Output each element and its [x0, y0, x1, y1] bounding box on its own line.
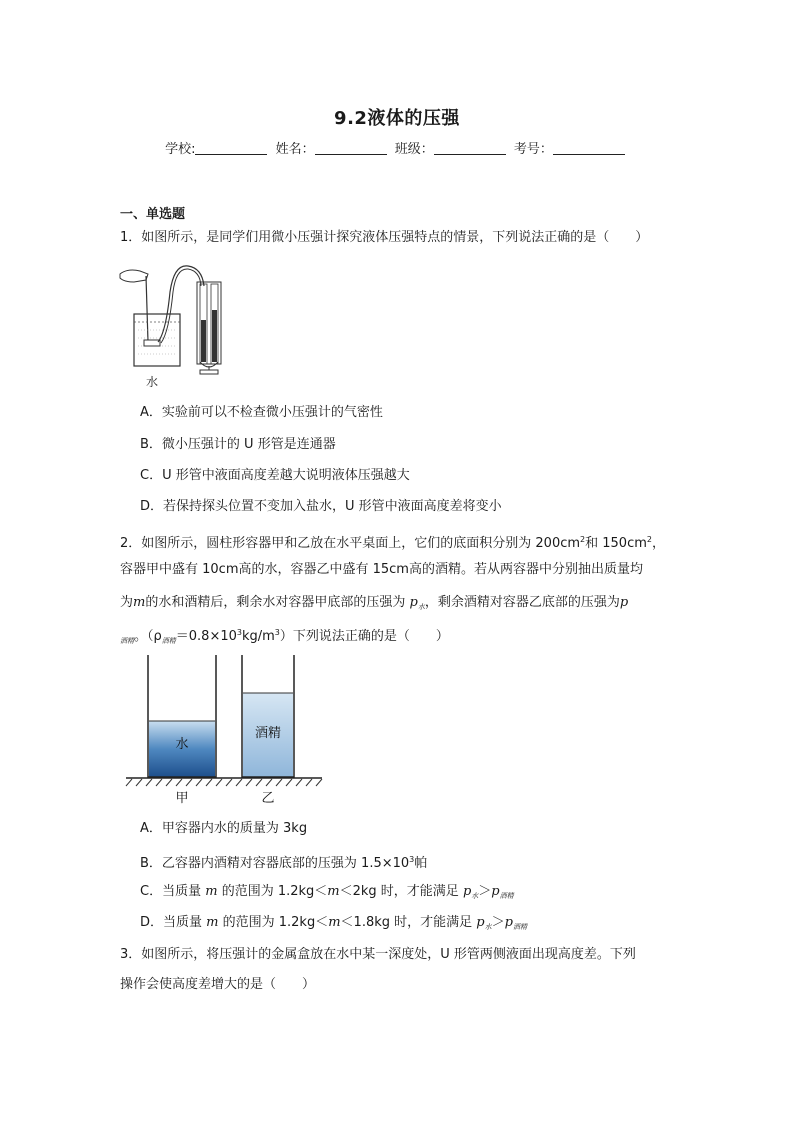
alcohol-label: 酒精	[254, 726, 282, 741]
question-2-line-4: $_{酒精}$。$(\rho_{酒精}=0.8\times 10^3kg/m^3)$下列说法正确的是（ ）	[120, 628, 449, 645]
q2-option-b[interactable]: B．乙容器内酒精对容器底部的压强为 $1.5\times 10^3$帕	[140, 855, 428, 871]
q1-option-c[interactable]: C．U 形管中液面高度差越大说明液体压强越大	[140, 468, 410, 483]
water-label: 水	[175, 737, 189, 752]
name-blank[interactable]	[315, 140, 387, 155]
question-3-line-2: 操作会使高度差增大的是（ ）	[120, 977, 316, 992]
q2-option-a[interactable]: A．甲容器内水的质量为 3kg	[140, 821, 308, 836]
question-2-line-1: 2．如图所示，圆柱形容器甲和乙放在水平桌面上，它们的底面积分别为 $200cm^2$和 $150cm^2$，	[120, 535, 665, 551]
pressure-gauge-figure	[118, 262, 228, 390]
class-blank[interactable]	[434, 140, 506, 155]
number-label: 考号：	[513, 142, 553, 157]
number-blank[interactable]	[553, 140, 625, 155]
q1-option-a[interactable]: A．实验前可以不检查微小压强计的气密性	[140, 405, 383, 420]
name-label: 姓名：	[275, 142, 315, 157]
student-info-row	[0, 138, 794, 157]
school-label: 学校:	[165, 142, 196, 157]
q2-option-c[interactable]: C．当质量 m 的范围为 1.2kg＜m＜2kg 时，才能满足 $p_水>p_{酒精}$	[140, 884, 514, 900]
q1-option-d[interactable]: D．若保持探头位置不变加入盐水，U 形管中液面高度差将变小	[140, 499, 502, 514]
question-2-line-3: 为m的水和酒精后，剩余水对容器甲底部的压强为 $p_水$，剩余酒精对容器乙底部的压强为p	[120, 595, 629, 611]
q1-option-b[interactable]: B．微小压强计的 U 形管是连通器	[140, 437, 336, 452]
question-1-stem: 1．如图所示，是同学们用微小压强计探究液体压强特点的情景，下列说法正确的是（ ）	[120, 230, 649, 245]
containers-figure	[122, 655, 326, 805]
hand-icon	[120, 270, 148, 282]
class-label: 班级：	[394, 142, 434, 157]
label-jia: 甲	[175, 791, 189, 805]
page-title: 9.2液体的压强	[334, 108, 460, 129]
question-2-line-2: 容器甲中盛有 10cm高的水，容器乙中盛有 15cm高的酒精。若从两容器中分别抽出质量均	[120, 562, 643, 577]
q2-option-d[interactable]: D．当质量 m 的范围为 1.2kg＜m＜1.8kg 时，才能满足 $p_水>p_{酒精}$	[140, 915, 527, 931]
probe	[144, 340, 160, 346]
school-blank[interactable]	[195, 140, 267, 155]
section-heading: 一、单选题	[120, 207, 186, 222]
label-yi: 乙	[261, 791, 275, 805]
figure-1-label: 水	[145, 375, 159, 389]
question-3-line-1: 3．如图所示，将压强计的金属盒放在水中某一深度处，U 形管两侧液面出现高度差。下列	[120, 947, 636, 962]
u-tube-gauge	[197, 282, 221, 364]
